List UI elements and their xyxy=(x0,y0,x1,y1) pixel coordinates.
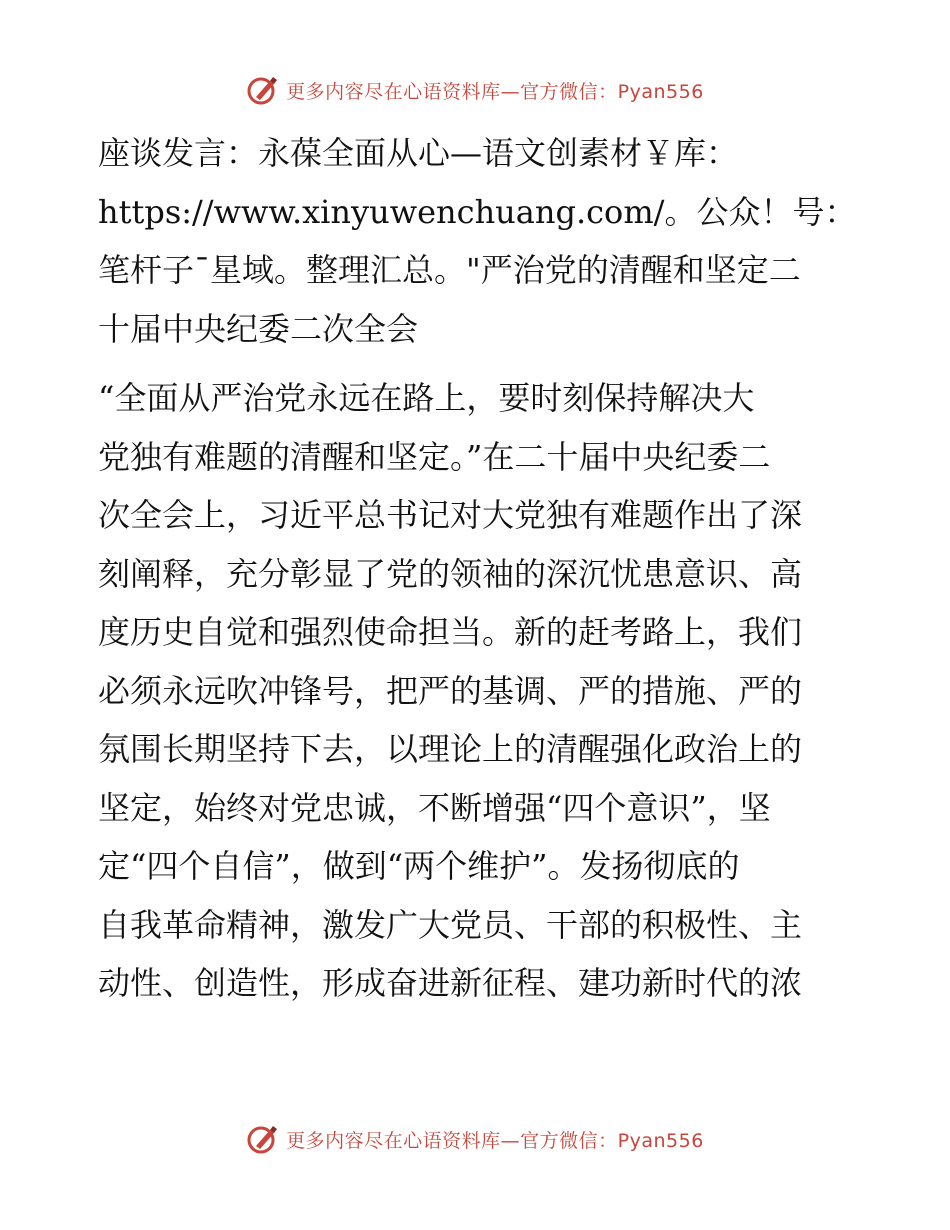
watermark-text: 更多内容尽在心语资料库—官方微信：Pyan556 xyxy=(286,1129,704,1152)
paragraph-body xyxy=(98,369,850,1013)
text-line: “全面从严治党永远在路上，要时刻保持解决大 xyxy=(98,379,755,417)
header-watermark xyxy=(0,70,950,110)
text-line: 必须永远吹冲锋号，把严的基调、严的措施、严的 xyxy=(98,671,803,710)
text-line: 十届中央纪委二次全会 xyxy=(98,309,419,348)
text-line: 党独有难题的清醒和坚定。”在二十届中央纪委二 xyxy=(98,437,771,476)
text-line: 动性、创造性，形成奋进新征程、建功新时代的浓 xyxy=(98,964,803,1002)
text-line: 刻阐释，充分彰显了党的领袖的深沉忧患意识、高 xyxy=(98,554,803,593)
text-line: 度历史自觉和强烈使命担当。新的赶考路上，我们 xyxy=(98,613,803,651)
watermark-text: 更多内容尽在心语资料库—官方微信：Pyan556 xyxy=(286,80,704,103)
text-line: 坚定，始终对党忠诚，不断增强“四个意识”，坚 xyxy=(98,788,771,827)
pen-circle-logo-icon xyxy=(246,1122,280,1156)
text-line: 自我革命精神，激发广大党员、干部的积极性、主 xyxy=(98,905,803,944)
pen-circle-logo-icon xyxy=(246,73,280,107)
paragraph-title xyxy=(98,124,857,358)
text-line: 氛围长期坚持下去，以理论上的清醒强化政治上的 xyxy=(98,730,803,768)
text-line: 笔杆子¯星域。整理汇总。"严治党的清醒和坚定二 xyxy=(98,251,801,289)
footer-watermark xyxy=(0,1119,950,1159)
text-line: https://www.xinyuwenchuang.com/。公众！号： xyxy=(98,192,857,231)
text-line: 定“四个自信”，做到“两个维护”。发扬彻底的 xyxy=(98,847,740,885)
text-line: 座谈发言：永葆全面从心—语文创素材￥库： xyxy=(98,134,739,172)
text-line: 次全会上，习近平总书记对大党独有难题作出了深 xyxy=(98,496,803,534)
